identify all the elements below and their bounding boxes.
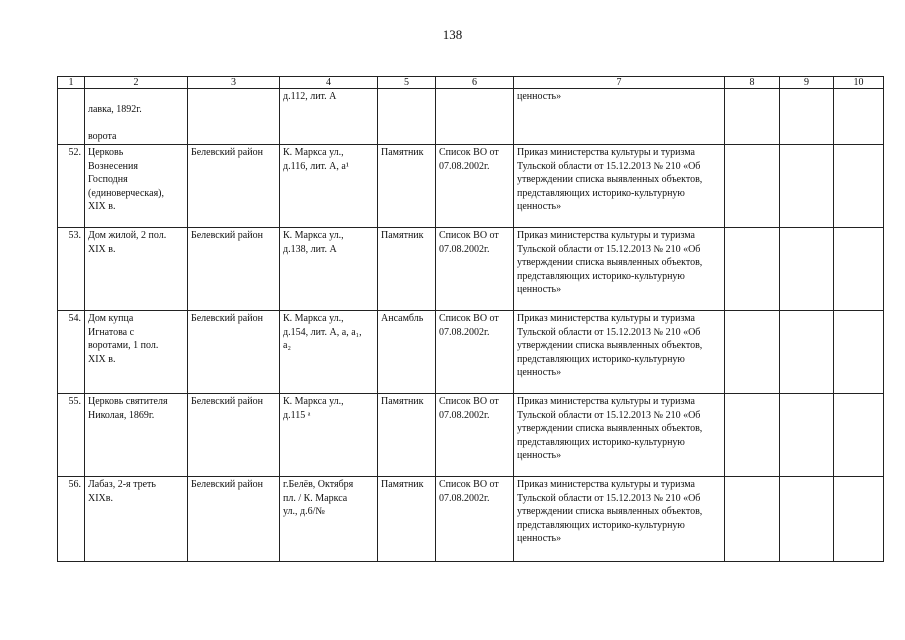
empty-cell (725, 145, 780, 228)
document-line: Тульской области от 15.12.2013 № 210 «Об (517, 326, 701, 338)
document-line: утверждении списка выявленных объектов, (517, 174, 703, 185)
object-name-cell (85, 228, 188, 311)
object-name-line: Господня (88, 174, 128, 185)
document-line: представляющих историко-культурную (517, 519, 685, 531)
address-line: К. Маркса ул., (283, 230, 344, 241)
address-cell (280, 145, 378, 228)
list-line: Список ВО от (439, 313, 499, 324)
empty-cell (834, 89, 884, 145)
object-name-line: XIX в. (88, 243, 116, 255)
address-line: ул., д.6/№ (283, 506, 325, 517)
document-line: Приказ министерства культуры и туризма (517, 147, 695, 158)
list-cell (436, 145, 514, 228)
address-line: К. Маркса ул., (283, 396, 344, 407)
document-line: представляющих историко-культурную (517, 187, 685, 199)
row-number-cell: 54. (58, 311, 85, 394)
address-line: а₂ (283, 340, 291, 351)
column-header: 10 (834, 77, 884, 89)
column-header: 3 (188, 77, 280, 89)
address-line: д.154, лит. А, а, а₁, (283, 326, 362, 338)
document-line: ценность» (517, 533, 562, 544)
list-line: 07.08.2002г. (439, 243, 490, 255)
document-cell (514, 311, 725, 394)
address-cell (280, 89, 378, 145)
empty-cell (834, 311, 884, 394)
heritage-registry-table (57, 76, 884, 562)
column-header: 2 (85, 77, 188, 89)
object-name-line: Дом купца (88, 313, 134, 324)
document-line: Приказ министерства культуры и туризма (517, 479, 695, 490)
table-row (58, 311, 884, 394)
row-number-cell: 56. (58, 477, 85, 562)
empty-cell (780, 311, 834, 394)
empty-cell (725, 311, 780, 394)
empty-cell (834, 477, 884, 562)
object-type-cell: Памятник (378, 145, 436, 228)
list-line: Список ВО от (439, 479, 499, 490)
object-name-line: Игнатова с (88, 326, 135, 338)
document-line: Приказ министерства культуры и туризма (517, 230, 695, 241)
address-line: д.138, лит. А (283, 243, 337, 255)
address-line: д.115 ᵃ (283, 409, 311, 421)
list-cell (436, 311, 514, 394)
list-cell (436, 477, 514, 562)
object-type-cell: Ансамбль (378, 311, 436, 394)
document-line: утверждении списка выявленных объектов, (517, 340, 703, 351)
document-cell (514, 89, 725, 145)
object-name-line: Церковь святителя (88, 396, 168, 407)
list-line: Список ВО от (439, 396, 499, 407)
empty-cell (725, 394, 780, 477)
document-line: представляющих историко-культурную (517, 270, 685, 282)
address-cell (280, 228, 378, 311)
object-name-line: лавка, 1892г. (88, 104, 142, 115)
list-cell (436, 89, 514, 145)
object-name-line: XIXв. (88, 492, 113, 504)
object-name-cell (85, 311, 188, 394)
address-cell (280, 311, 378, 394)
object-name-line: воротами, 1 пол. (88, 340, 159, 351)
object-name-line: (единоверческая), (88, 187, 165, 199)
district-cell: Белевский район (188, 145, 280, 228)
address-line: г.Белёв, Октября (283, 479, 354, 490)
district-cell: Белевский район (188, 394, 280, 477)
empty-cell (834, 394, 884, 477)
row-number-cell (58, 89, 85, 145)
address-line: К. Маркса ул., (283, 313, 344, 324)
row-number-cell: 55. (58, 394, 85, 477)
table-row (58, 145, 884, 228)
object-type-cell: Памятник (378, 394, 436, 477)
document-line: ценность» (517, 284, 562, 295)
object-name-cell (85, 477, 188, 562)
list-line: 07.08.2002г. (439, 160, 490, 172)
list-line: 07.08.2002г. (439, 326, 490, 338)
object-name-line: Лабаз, 2-я треть (88, 479, 156, 490)
document-line: утверждении списка выявленных объектов, (517, 506, 703, 517)
object-name-line: XIX в. (88, 201, 116, 212)
list-cell (436, 228, 514, 311)
district-cell (188, 89, 280, 145)
row-number-cell: 52. (58, 145, 85, 228)
empty-cell (725, 477, 780, 562)
column-number-header (58, 77, 884, 89)
document-line: Приказ министерства культуры и туризма (517, 313, 695, 324)
object-name-cell (85, 145, 188, 228)
table-row (58, 394, 884, 477)
column-header: 1 (58, 77, 85, 89)
blank-line (88, 117, 184, 130)
object-type-cell: Памятник (378, 228, 436, 311)
district-cell: Белевский район (188, 228, 280, 311)
document-line: Тульской области от 15.12.2013 № 210 «Об (517, 492, 701, 504)
document-cell (514, 228, 725, 311)
blank-line (88, 90, 184, 103)
empty-cell (780, 145, 834, 228)
district-cell: Белевский район (188, 311, 280, 394)
object-name-line: Дом жилой, 2 пол. (88, 230, 167, 241)
document-line: утверждении списка выявленных объектов, (517, 257, 703, 268)
continuation-row (58, 89, 884, 145)
object-name-cell (85, 394, 188, 477)
document-line: ценность» (517, 91, 562, 102)
document-line: ценность» (517, 450, 562, 461)
document-line: представляющих историко-культурную (517, 436, 685, 448)
document-line: утверждении списка выявленных объектов, (517, 423, 703, 434)
row-number-cell: 53. (58, 228, 85, 311)
object-name-line: ворота (88, 130, 117, 142)
empty-cell (725, 228, 780, 311)
document-line: Тульской области от 15.12.2013 № 210 «Об (517, 409, 701, 421)
table-row (58, 228, 884, 311)
list-line: Список ВО от (439, 230, 499, 241)
document-cell (514, 477, 725, 562)
document-line: Приказ министерства культуры и туризма (517, 396, 695, 407)
address-line: д.112, лит. А (283, 91, 337, 102)
list-line: 07.08.2002г. (439, 492, 490, 504)
empty-cell (780, 477, 834, 562)
list-line: Список ВО от (439, 147, 499, 158)
table-row (58, 477, 884, 562)
column-header: 6 (436, 77, 514, 89)
address-cell (280, 477, 378, 562)
column-header: 4 (280, 77, 378, 89)
empty-cell (834, 228, 884, 311)
object-type-cell: Памятник (378, 477, 436, 562)
document-line: ценность» (517, 367, 562, 378)
object-name-cell (85, 89, 188, 145)
page-number: 138 (442, 27, 463, 42)
document-cell (514, 394, 725, 477)
address-line: К. Маркса ул., (283, 147, 344, 158)
empty-cell (780, 228, 834, 311)
column-header: 8 (725, 77, 780, 89)
object-type-cell (378, 89, 436, 145)
object-name-line: Церковь (88, 147, 124, 158)
list-cell (436, 394, 514, 477)
address-cell (280, 394, 378, 477)
empty-cell (834, 145, 884, 228)
object-name-line: Николая, 1869г. (88, 409, 155, 421)
document-line: Тульской области от 15.12.2013 № 210 «Об (517, 243, 701, 255)
address-line: д.116, лит. А, а¹ (283, 160, 349, 172)
column-header: 7 (514, 77, 725, 89)
empty-cell (780, 394, 834, 477)
column-header: 5 (378, 77, 436, 89)
object-name-line: XIX в. (88, 353, 116, 365)
district-cell: Белевский район (188, 477, 280, 562)
column-header: 9 (780, 77, 834, 89)
document-line: ценность» (517, 201, 562, 212)
object-name-line: Вознесения (88, 160, 138, 172)
list-line: 07.08.2002г. (439, 409, 490, 421)
empty-cell (780, 89, 834, 145)
document-line: представляющих историко-культурную (517, 353, 685, 365)
document-line: Тульской области от 15.12.2013 № 210 «Об (517, 160, 701, 172)
document-cell (514, 145, 725, 228)
address-line: пл. / К. Маркса (283, 492, 348, 504)
empty-cell (725, 89, 780, 145)
